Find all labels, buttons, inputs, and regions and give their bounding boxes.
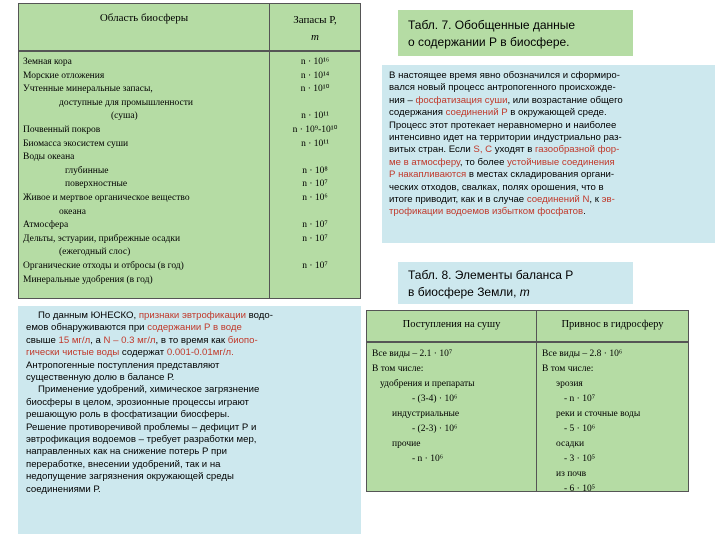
phosphatization-paragraph: [382, 65, 715, 243]
text-line: Процесс этот протекает неравномерно и наиболее: [389, 119, 617, 131]
header-region: Область биосферы: [99, 12, 189, 24]
row-region: океана: [59, 206, 86, 217]
eutrophication-paragraph: [18, 306, 361, 534]
table-phosphorus-balance: [366, 310, 689, 492]
cell: Все виды – 2.8 · 10⁶: [542, 349, 623, 359]
cell: - (2-3) · 10⁶: [412, 424, 458, 434]
cell: В том числе:: [372, 364, 424, 374]
row-region: Почвенный покров: [23, 124, 101, 135]
highlight-term: 15 мг/л: [58, 334, 91, 346]
table-row: [19, 124, 360, 138]
row-value: n · 10¹¹: [301, 138, 329, 149]
table-row: [19, 274, 360, 288]
header-reserves-label: Запасы Р,: [293, 14, 337, 26]
table-row: [19, 138, 360, 152]
row-value: n · 10⁷: [302, 233, 328, 244]
row-value: n · 10⁹-10¹⁰: [292, 124, 338, 135]
row-value: n · 10⁶: [302, 192, 328, 203]
title8-line1: Табл. 8. Элементы баланса Р: [408, 268, 574, 282]
row-region: доступные для промышленности: [59, 97, 193, 108]
table-header: [19, 4, 360, 52]
table-row: [19, 233, 360, 247]
cell: из почв: [556, 469, 587, 479]
text-line: эвтрофикация водоемов – требует разработки мер,: [26, 434, 257, 446]
text-fragment: итоге приводит, как и в случае: [389, 194, 527, 206]
highlight-term: эв-: [601, 194, 615, 206]
table7-title: [398, 10, 633, 56]
text-fragment: уходят в: [492, 144, 535, 156]
row-value: n · 10⁸: [302, 165, 328, 176]
title8-line2: в биосфере Земли,: [408, 285, 520, 299]
cell: - 3 · 10⁵: [564, 454, 596, 464]
row-region: Биомасса экосистем суши: [23, 138, 129, 149]
text-fragment: , то более: [459, 156, 508, 168]
text-fragment: , в то время как: [155, 334, 228, 346]
highlight-term: гически чистые воды: [26, 347, 120, 359]
table-row: [19, 260, 360, 274]
text-fragment: По данным ЮНЕСКО,: [38, 310, 139, 321]
cell: - n · 10⁷: [564, 394, 596, 404]
highlight-term: S, C: [473, 144, 493, 156]
text-line: В настоящее время явно обозначился и сформиро-: [389, 70, 620, 81]
table-row: [19, 110, 360, 124]
text-fragment: содержат: [119, 347, 167, 359]
highlight-term: Р накапливаются: [389, 169, 467, 181]
table-row: [19, 83, 360, 97]
text-line: переработке, внесении удобрений, так и на: [26, 458, 221, 470]
cell: реки и сточные воды: [556, 409, 641, 419]
title7-line2: о содержании Р в биосфере.: [408, 35, 570, 49]
cell: - 5 · 10⁶: [564, 424, 596, 434]
cell: прочие: [392, 439, 421, 449]
text-fragment: в окружающей среде.: [507, 107, 607, 119]
header-reserves-unit: т: [311, 31, 319, 43]
text-fragment: водо-: [246, 310, 273, 321]
text-line: вался новый процесс антропогенного происхожде-: [389, 82, 616, 94]
text-fragment: витых стран. Если: [389, 144, 474, 156]
text-line: соединениями Р.: [26, 483, 101, 495]
text-fragment: емов обнаруживаются при: [26, 322, 148, 334]
row-value: n · 10⁷: [302, 179, 328, 190]
title7-line1: Табл. 7. Обобщенные данные: [408, 18, 576, 32]
table-header: [367, 311, 688, 343]
row-region: Воды океана: [23, 152, 75, 163]
text-fragment: ния –: [389, 94, 416, 106]
text-fragment: в местах складирования органи-: [466, 169, 615, 181]
cell: удобрения и препараты: [380, 379, 475, 389]
text-fragment: , а: [90, 334, 104, 346]
row-region: Дельты, эстуарии, прибрежные осадки: [23, 233, 181, 244]
highlight-term: содержании Р в воде: [147, 322, 242, 334]
highlight-term: признаки эвтрофикации: [138, 310, 247, 321]
text-line: интенсивно идет на территории индустриально раз-: [389, 132, 622, 144]
hydrosphere-inflow-column: [542, 347, 640, 497]
text-line: недопущение загрязнения окружающей среды: [26, 471, 234, 483]
text-line: ческих отходов, свалках, полях орошения, что в: [389, 181, 604, 193]
table-row: [19, 56, 360, 70]
table-row: [19, 219, 360, 233]
table-phosphorus-reserves: [18, 3, 361, 299]
text-line: Применение удобрений, химическое загрязнение: [38, 384, 260, 396]
row-value: n · 10¹⁶: [300, 57, 330, 67]
row-region: Атмосфера: [23, 220, 69, 231]
header-hydrosphere-inflow: Привнос в гидросферу: [561, 319, 664, 330]
land-inflow-column: [372, 347, 475, 467]
row-value: n · 10¹⁰: [300, 84, 330, 95]
row-value: n · 10⁷: [302, 260, 328, 271]
title8-unit: т: [519, 285, 530, 299]
text-line: Решение противоречивой проблемы – дефицит Р и: [26, 421, 257, 433]
text-fragment: .: [583, 206, 586, 218]
highlight-term: биопо-: [227, 334, 258, 346]
row-region: Органические отходы и отбросы (в год): [23, 260, 184, 271]
text-line: Антропогенные поступления представляют: [26, 359, 220, 371]
table-row: [19, 192, 360, 206]
text-line: биосферы в целом, эрозионные процессы играют: [26, 396, 249, 408]
table-row: [19, 246, 360, 260]
highlight-term: трофикации водоемов избытком фосфатов: [389, 206, 584, 218]
text-fragment: содержания: [389, 107, 446, 119]
text-line: решающую роль в фосфатизации биосферы.: [26, 409, 230, 421]
table8-title: [398, 262, 633, 304]
cell: индустриальные: [392, 409, 460, 419]
cell: - 6 · 10⁵: [564, 484, 596, 494]
highlight-term: газообразной фор-: [534, 144, 620, 156]
cell: осадки: [556, 439, 585, 449]
cell: В том числе:: [542, 364, 594, 374]
row-region: Минеральные удобрения (в год): [23, 274, 153, 285]
row-value: n · 10⁷: [302, 220, 328, 231]
text-line: направленных как на снижение потерь Р при: [26, 446, 227, 458]
highlight-term: N – 0.3 мг/л: [103, 334, 156, 346]
row-region: Земная кора: [23, 57, 72, 67]
row-region: Морские отложения: [23, 70, 105, 81]
table-row: [19, 70, 360, 84]
cell: Все виды – 2.1 · 10⁷: [372, 349, 453, 359]
table-body: [19, 56, 360, 287]
highlight-term: устойчивые соединения: [507, 156, 615, 168]
table-row: [19, 97, 360, 111]
row-value: n · 10¹¹: [301, 111, 329, 122]
row-value: n · 10¹⁴: [300, 70, 330, 81]
table-row: [19, 206, 360, 220]
cell: - n · 10⁶: [412, 454, 444, 464]
row-region: поверхностные: [65, 179, 128, 190]
highlight-term: фосфатизация суши: [415, 94, 508, 106]
header-reserves: [270, 12, 360, 46]
cell: - (3-4) · 10⁶: [412, 394, 458, 404]
table-row: [19, 178, 360, 192]
row-region: (суша): [111, 111, 138, 122]
highlight-term: ме в атмосферу: [389, 156, 460, 168]
text-line: существенную долю в балансе Р.: [26, 372, 175, 384]
highlight-term: 0.001-0.01мг/л.: [166, 347, 234, 359]
text-fragment: , или возрастание общего: [507, 94, 623, 106]
highlight-term: соединений Р: [445, 107, 508, 119]
cell: эрозия: [556, 379, 583, 389]
text-fragment: , к: [589, 194, 602, 206]
row-region: глубинные: [65, 165, 109, 176]
table-row: [19, 151, 360, 165]
highlight-term: соединений N: [526, 194, 590, 206]
row-region: Живое и мертвое органическое вещество: [23, 192, 190, 203]
table-row: [19, 165, 360, 179]
text-fragment: свыше: [26, 334, 59, 346]
row-region: Учтенные минеральные запасы,: [23, 84, 153, 95]
header-land-inflow: Поступления на сушу: [402, 319, 501, 330]
row-region: (ежегодный слос): [59, 247, 131, 258]
column-divider: [536, 311, 537, 491]
